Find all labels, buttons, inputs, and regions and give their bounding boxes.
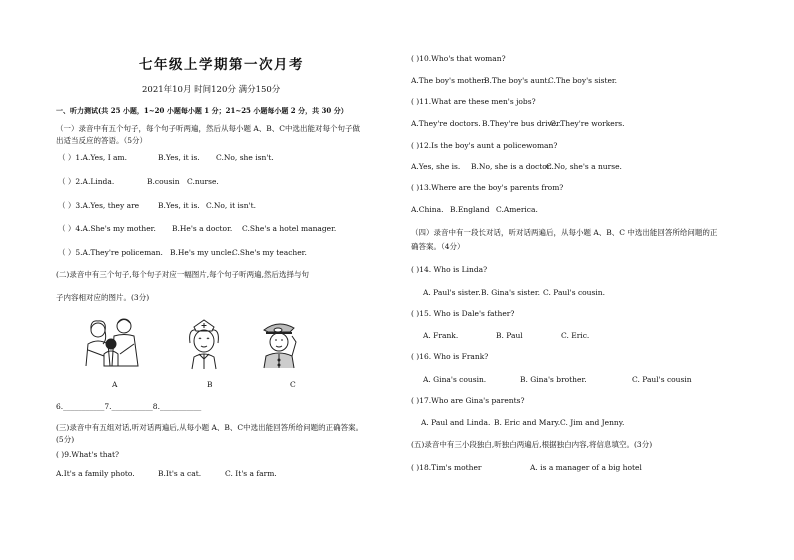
q3-option-c: C.No, it isn't.: [206, 201, 257, 210]
q4-option-c: C.She's a hotel manager.: [242, 224, 337, 233]
nurse-picture: [182, 317, 226, 371]
question-15: ( )15. Who is Dale's father?: [411, 309, 515, 318]
q3-option-b: B.Yes, it is.: [158, 201, 200, 210]
q10-option-a: A.The boy's mother.: [411, 76, 487, 85]
q9-option-b: B.It's a cat.: [158, 469, 202, 478]
q12-option-a: A.Yes, she is.: [411, 162, 461, 171]
q4-option-b: B.He's a doctor.: [172, 224, 233, 233]
section-heading: 一、听力测试(共 25 小题，1~20 小题每小题 1 分；21~25 小题每小题 2 分，共 30 分）: [56, 106, 348, 115]
question-14: ( )14. Who is Linda?: [411, 265, 488, 274]
picture-label-a: A: [112, 380, 118, 389]
q18-option-a: A. is a manager of a big hotel: [530, 463, 642, 472]
q13-option-b: B.England: [450, 205, 490, 214]
part1-instruction-cont: 出适当反应的答语。（5分）: [56, 136, 148, 145]
q15-option-a: A. Frank.: [423, 331, 459, 340]
q1-option-b: B.Yes, it is.: [158, 153, 200, 162]
question-16: ( )16. Who is Frank?: [411, 352, 489, 361]
part4-instruction-cont: 确答案。（4分）: [411, 242, 465, 251]
q13-option-c: C.America.: [496, 205, 538, 214]
q16-option-b: B. Gina's brother.: [520, 375, 587, 384]
picture-label-c: C: [290, 380, 296, 389]
picture-label-b: B: [207, 380, 213, 389]
answer-blanks[interactable]: 6.___________7.___________8.___________: [56, 402, 202, 411]
part5-instruction: (五)录音中有三小段独白,听独白两遍后,根据独白内容,将信息填空。(3分): [411, 440, 653, 449]
q11-option-a: A.They're doctors.: [411, 119, 481, 128]
question-18: ( )18.Tim's mother: [411, 463, 482, 472]
q15-option-b: B. Paul: [496, 331, 523, 340]
part1-instruction: （一）录音中有五个句子，每个句子听两遍，然后从每小题 A、B、C中选出能对每个句子做: [56, 124, 361, 133]
q2-option-b: B.cousin: [147, 177, 180, 186]
q17-option-a: A. Paul and Linda.: [421, 418, 491, 427]
question-5: （ ）5.A.They're policeman.: [58, 248, 163, 257]
question-9: ( )9.What's that?: [56, 450, 120, 459]
q10-option-c: C.The boy's sister.: [548, 76, 618, 85]
q11-option-b: B.They're bus driver.: [482, 119, 562, 128]
q16-option-a: A. Gina's cousin.: [423, 375, 487, 384]
policeman-picture: [256, 318, 302, 370]
part4-instruction: （四）录音中有一段长对话，听对话两遍后，从每小题 A、B、C 中选出能回答所给问题的正: [411, 228, 718, 237]
exam-info: 2021年10月 时间120分 满分150分: [142, 85, 281, 95]
q17-option-b: B. Eric and Mary.: [494, 418, 561, 427]
question-12: ( )12.Is the boy's aunt a policewoman?: [411, 141, 558, 150]
q16-option-c: C. Paul's cousin: [632, 375, 692, 384]
q14-option-b: B. Gina's sister.: [481, 288, 540, 297]
question-10: ( )10.Who's that woman?: [411, 54, 506, 63]
part2-instruction-cont: 子内容相对应的图片。(3分): [56, 293, 150, 302]
family-picture: [78, 314, 148, 370]
part3-instruction: (三)录音中有五组对话,听对话两遍后,从每小题 A、B、C中选出能回答所给问题的正确答案。: [56, 423, 364, 432]
q5-option-b: B.He's my uncle.: [170, 248, 234, 257]
question-3: （ ）3.A.Yes, they are: [58, 201, 140, 210]
question-4: （ ）4.A.She's my mother.: [58, 224, 156, 233]
question-2: （ ）2.A.Linda.: [58, 177, 115, 186]
question-17: ( )17.Who are Gina's parents?: [411, 396, 525, 405]
q12-option-b: B.No, she is a doctor.: [471, 162, 552, 171]
q9-option-a: A.It's a family photo.: [56, 469, 135, 478]
q12-option-c: C.No, she's a nurse.: [546, 162, 622, 171]
part2-instruction: (二)录音中有三个句子,每个句子对应一幅图片,每个句子听两遍,然后选择与句: [56, 270, 310, 279]
q17-option-c: C. Jim and Jenny.: [560, 418, 625, 427]
page-title: 七年级上学期第一次月考: [139, 57, 304, 73]
q10-option-b: B.The boy's aunt.: [484, 76, 550, 85]
question-11: ( )11.What are these men's jobs?: [411, 97, 536, 106]
q5-option-c: C.She's my teacher.: [232, 248, 307, 257]
q9-option-c: C. It's a farm.: [225, 469, 277, 478]
question-13: ( )13.Where are the boy's parents from?: [411, 183, 564, 192]
question-1: （ ）1.A.Yes, I am.: [58, 153, 128, 162]
q13-option-a: A.China.: [411, 205, 444, 214]
q14-option-c: C. Paul's cousin.: [543, 288, 605, 297]
q15-option-c: C. Eric.: [561, 331, 590, 340]
q2-option-c: C.nurse.: [187, 177, 219, 186]
part3-instruction-cont: (5分): [56, 435, 75, 444]
q14-option-a: A. Paul's sister.: [423, 288, 481, 297]
q1-option-c: C.No, she isn't.: [216, 153, 274, 162]
q11-option-c: C. They're workers.: [550, 119, 625, 128]
